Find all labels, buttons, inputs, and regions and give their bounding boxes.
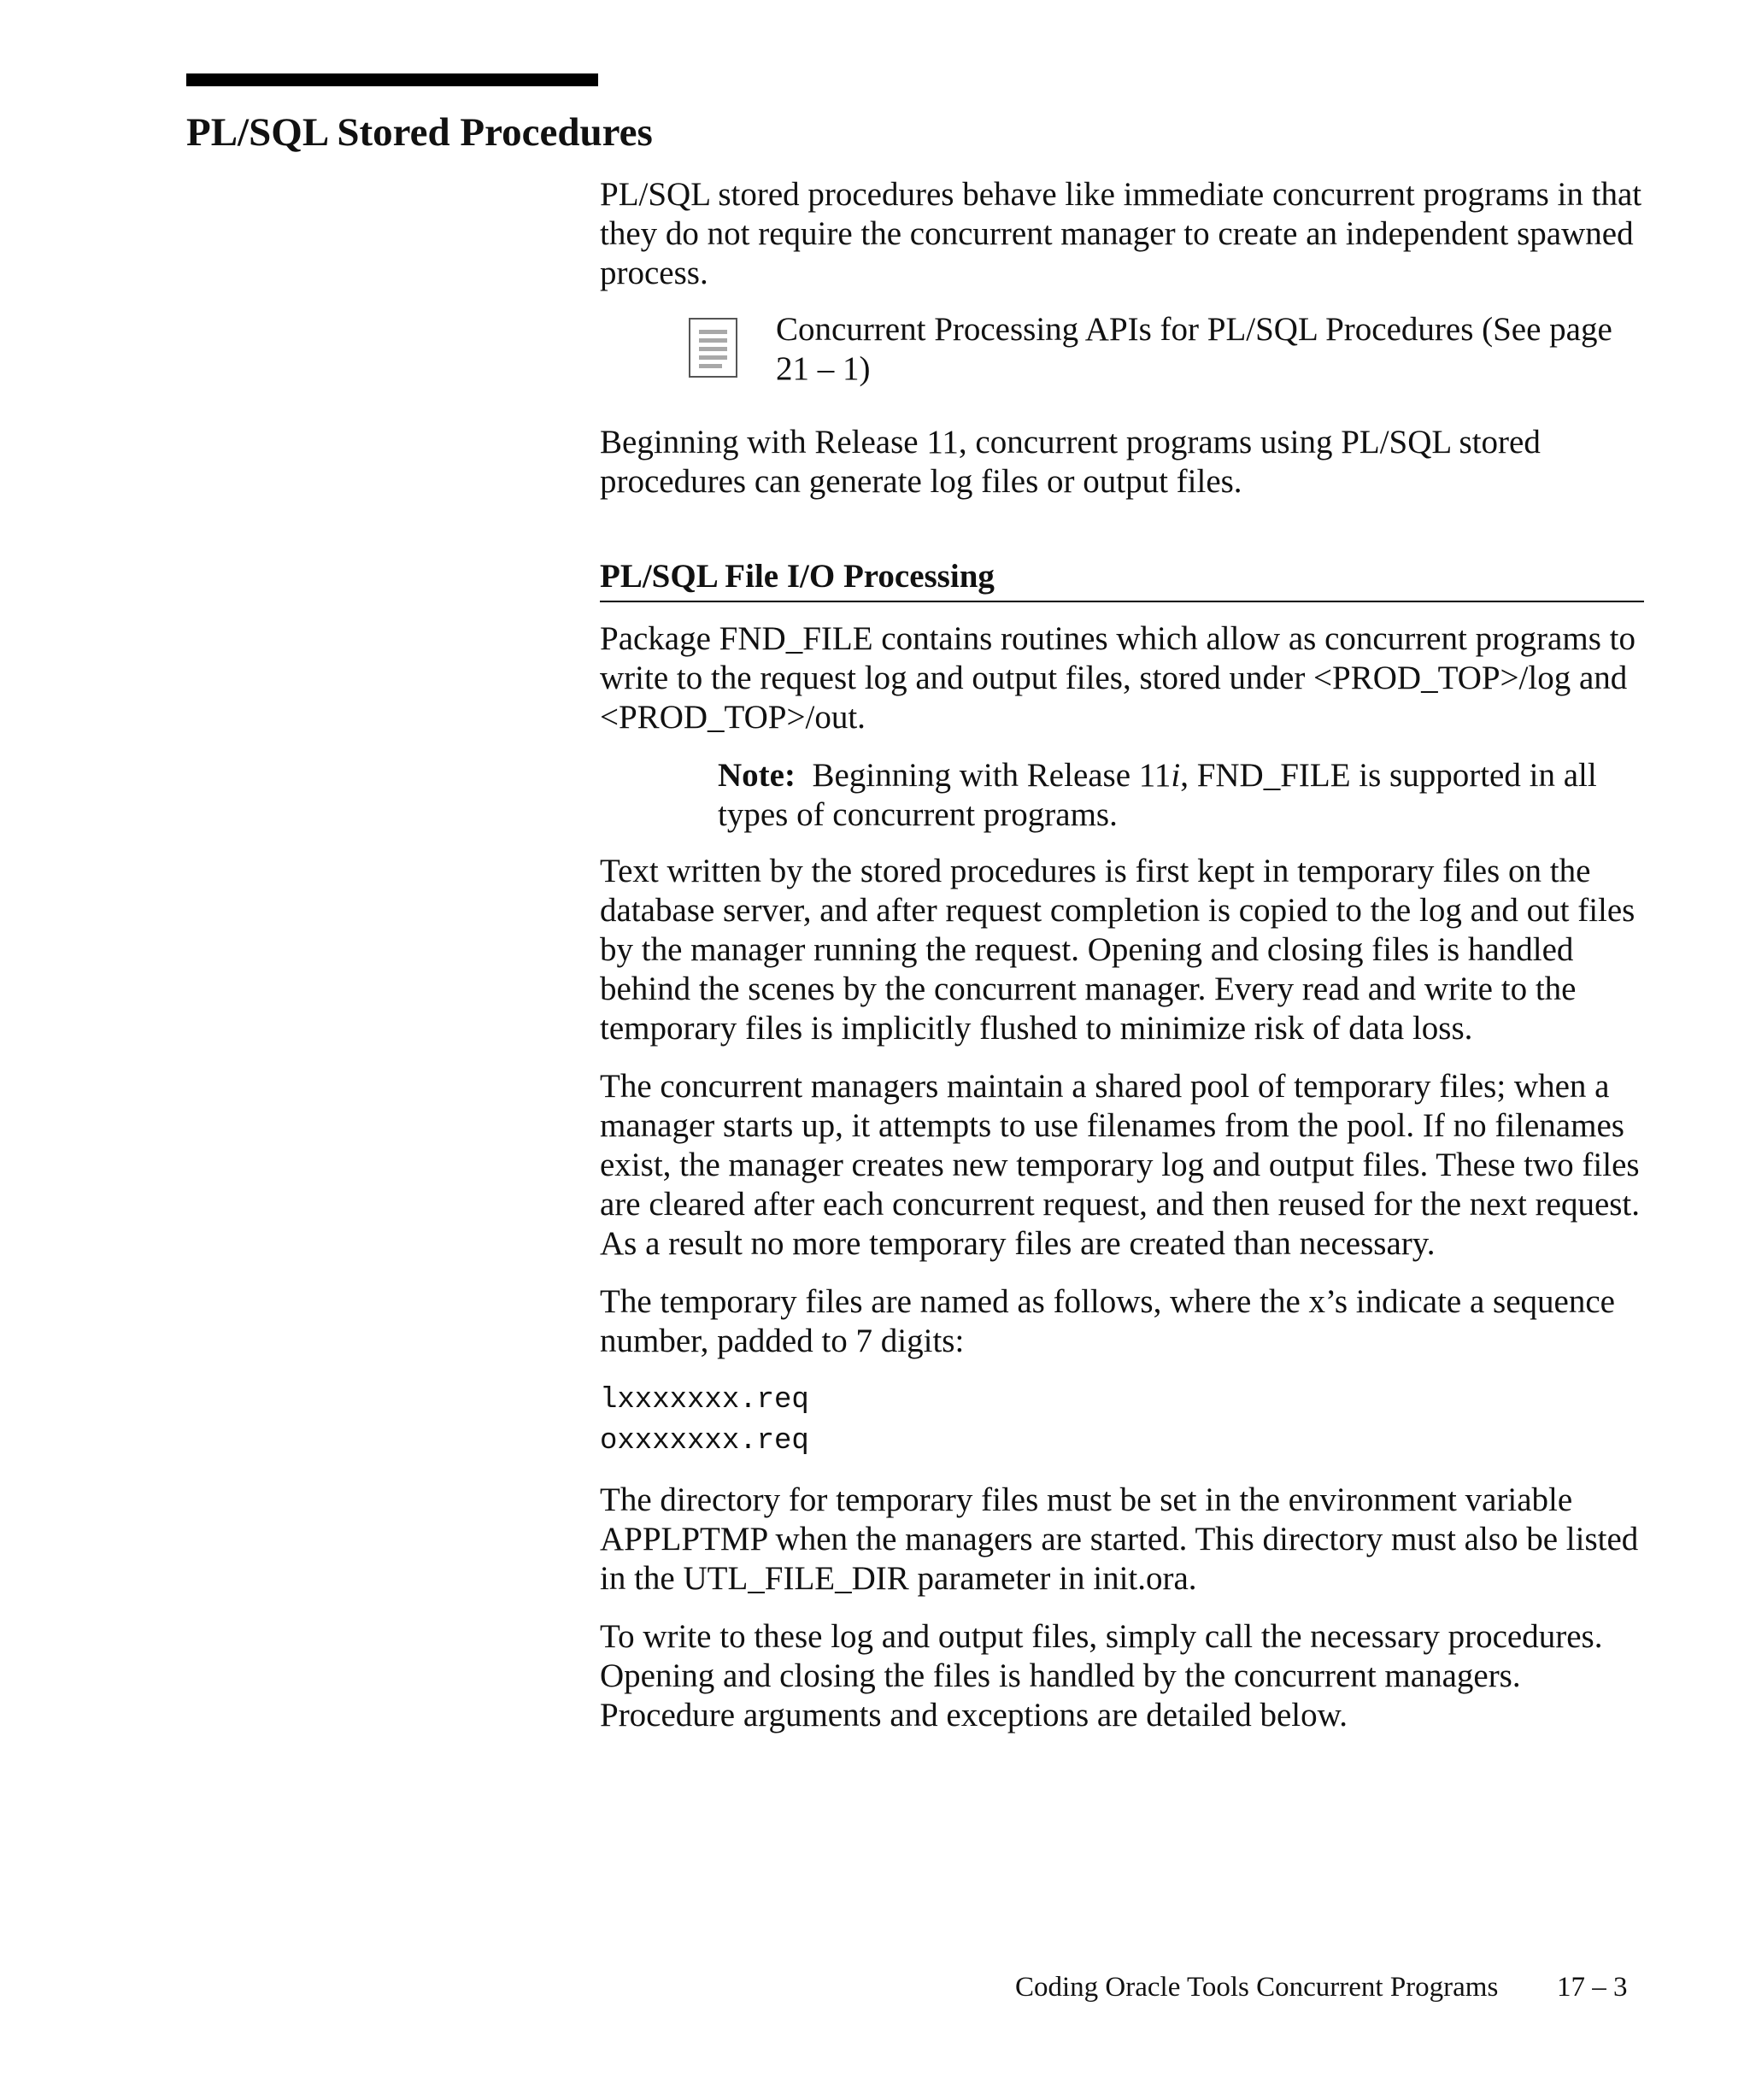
paragraph-intro: PL/SQL stored procedures behave like immediate concurrent programs in that they do not require the concurrent manager to create an independent spawned process. <box>600 176 1642 291</box>
document-icon <box>689 318 737 378</box>
cross-reference[interactable] <box>600 310 1644 389</box>
code-line-log: lxxxxxxx.req <box>600 1384 809 1417</box>
section-title: PL/SQL Stored Procedures <box>186 110 653 155</box>
note-text-before: Beginning with Release 11 <box>812 757 1172 794</box>
paragraph-shared-pool: The concurrent managers maintain a shared pool of temporary files; when a manager starts up, it attempts to use filenames from the pool. If no filenames exist, the manager creates new temporary log and output files. These two files are cleared after each concurrent request, and then reused for the next request. As a result no more temporary files are created than necessary. <box>600 1068 1641 1262</box>
note-text-after: , FND_FILE is supported in all types of concurrent programs. <box>718 757 1597 833</box>
note <box>718 756 1644 835</box>
code-block <box>600 1380 1644 1462</box>
paragraph-naming: The temporary files are named as follows, where the x’s indicate a sequence number, padded to 7 digits: <box>600 1283 1615 1359</box>
paragraph-directory: The directory for temporary files must be set in the environment variable APPLPTMP when the managers are started. This directory must also be listed in the UTL_FILE_DIR parameter in init.ora. <box>600 1481 1639 1597</box>
main-content <box>600 175 1644 1754</box>
footer-page-number: 17 – 3 <box>1557 1972 1628 2003</box>
paragraph-write-files: To write to these log and output files, simply call the necessary procedures. Opening and closing the files is handled by the concurrent managers. Procedure arguments and exceptions are detailed below. <box>600 1618 1603 1733</box>
paragraph-release11: Beginning with Release 11, concurrent programs using PL/SQL stored procedures can generate log files or output files. <box>600 424 1541 500</box>
paragraph-text-written: Text written by the stored procedures is first kept in temporary files on the database server, and after request completion is copied to the log and out files by the manager running the request. Opening and closing files is handled behind the scenes by the concurrent manager. Every read and write to the temporary files is implicitly flushed to minimize risk of data loss. <box>600 853 1635 1047</box>
note-emphasis: i <box>1171 757 1181 794</box>
code-line-out: oxxxxxxx.req <box>600 1425 809 1458</box>
subsection-heading: PL/SQL File I/O Processing <box>600 554 1644 602</box>
section-top-rule <box>186 73 598 86</box>
note-label: Note: <box>718 757 796 794</box>
paragraph-fnd-file: Package FND_FILE contains routines which allow as concurrent programs to write to the request log and output files, stored under <PROD_TOP>/log and <PROD_TOP>/out. <box>600 620 1635 736</box>
cross-reference-link[interactable]: Concurrent Processing APIs for PL/SQL Procedures (See page 21 – 1) <box>776 311 1612 387</box>
footer-chapter-title: Coding Oracle Tools Concurrent Programs <box>1015 1972 1499 2003</box>
